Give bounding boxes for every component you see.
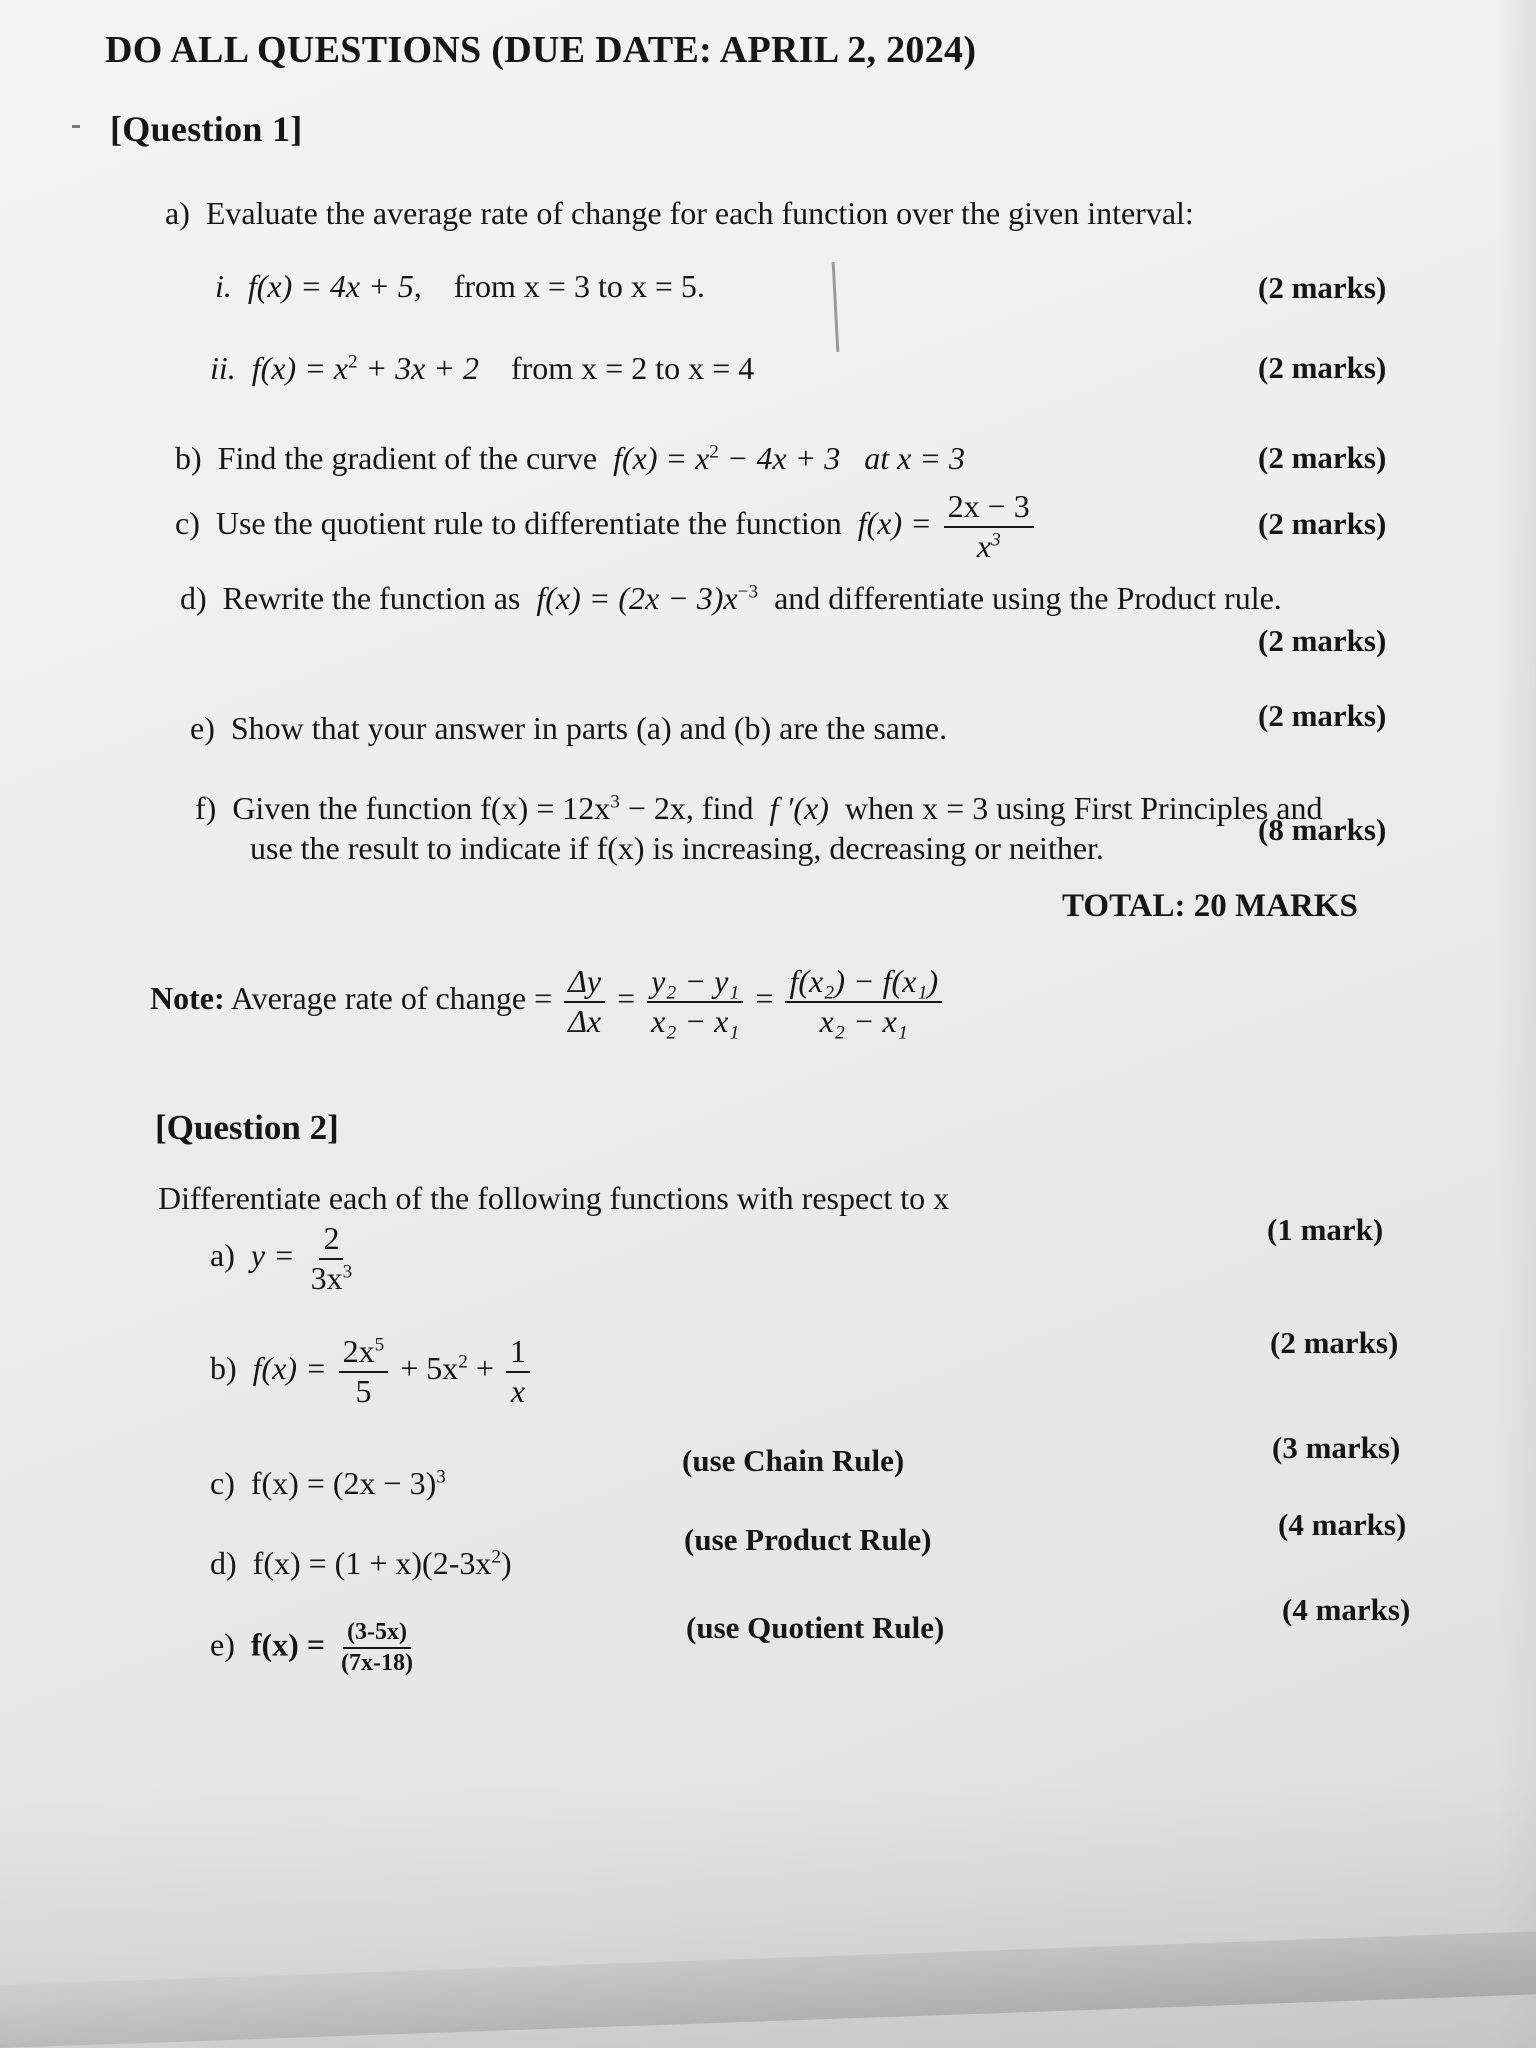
q2b-den-2: x bbox=[510, 1372, 526, 1409]
q2-intro: Differentiate each of the following functions with respect to x bbox=[158, 1180, 950, 1216]
q2a-row bbox=[210, 1222, 360, 1295]
q1e-label: e) bbox=[190, 710, 215, 746]
q1d-label: d) bbox=[180, 580, 207, 616]
q1c-denominator bbox=[973, 528, 1005, 564]
q1e-text: Show that your answer in parts (a) and (b) are the same. bbox=[230, 710, 948, 746]
q1f-prime: f ′(x) bbox=[769, 790, 829, 826]
q1a-i-row bbox=[215, 268, 705, 305]
note-points-den: x₂ − x₁ bbox=[651, 1002, 740, 1039]
q1a-i-label: i. bbox=[215, 268, 232, 304]
q1f-line1-a: Given the function f(x) = 12x bbox=[232, 790, 611, 826]
note-fraction-delta bbox=[564, 965, 605, 1038]
q2b-marks: (2 marks) bbox=[1270, 1325, 1399, 1360]
q2b-mid-b: + bbox=[467, 1349, 494, 1386]
q1b-at: at x = 3 bbox=[864, 440, 965, 476]
q2b-expr: f(x) = bbox=[252, 1349, 327, 1386]
q1d-text-a: Rewrite the function as bbox=[222, 580, 521, 616]
note-eq-1: = bbox=[534, 979, 553, 1016]
note-function-num: f(x₂) − f(x₁) bbox=[785, 965, 942, 1003]
note-text: Average rate of change bbox=[230, 979, 527, 1016]
q2e-marks: (4 marks) bbox=[1282, 1592, 1411, 1627]
q1a-i-range: from x = 3 to x = 5. bbox=[453, 268, 705, 304]
q1f-marks: (8 marks) bbox=[1258, 812, 1387, 847]
q1c-label: c) bbox=[175, 504, 200, 541]
q2c-rule: (use Chain Rule) bbox=[682, 1443, 905, 1478]
page-title: DO ALL QUESTIONS (DUE DATE: APRIL 2, 2024) bbox=[105, 29, 977, 71]
q2c-row bbox=[210, 1465, 446, 1502]
q2b-mid-exp: 2 bbox=[458, 1351, 468, 1373]
q1e-marks: (2 marks) bbox=[1258, 698, 1387, 733]
q1c-text: Use the quotient rule to differentiate the function bbox=[215, 504, 842, 541]
q1f-line2: use the result to indicate if f(x) is increasing, decreasing or neither. bbox=[250, 830, 1104, 866]
q1c-fraction bbox=[944, 490, 1034, 563]
q2a-fraction bbox=[307, 1222, 357, 1295]
q1a-ii-exp: 2 bbox=[347, 351, 358, 373]
note-fraction-points bbox=[647, 965, 743, 1038]
q2d-rule: (use Product Rule) bbox=[684, 1522, 932, 1557]
note-eq-3: = bbox=[755, 979, 774, 1016]
q1b-text: Find the gradient of the curve bbox=[217, 440, 598, 476]
q2a-denominator bbox=[307, 1260, 357, 1296]
q1a-label: a) bbox=[165, 195, 190, 231]
note-fraction-function bbox=[785, 965, 942, 1038]
q2b-num-1-exp: 5 bbox=[374, 1334, 385, 1356]
q1a-i-expr: f(x) = 4x + 5, bbox=[247, 268, 422, 304]
note-delta-num: Δy bbox=[564, 965, 605, 1003]
page-fold-shadow bbox=[1496, 0, 1536, 2048]
q2e-expr: f(x) = bbox=[250, 1626, 326, 1663]
q2d-exp: 2 bbox=[491, 1546, 501, 1568]
q1c-numerator: 2x − 3 bbox=[944, 490, 1034, 528]
q2b-num-1-base: 2x bbox=[342, 1333, 375, 1369]
q1c-den-base: x bbox=[976, 527, 992, 564]
q2d-marks: (4 marks) bbox=[1278, 1507, 1407, 1542]
q2c-exp: 3 bbox=[436, 1466, 446, 1488]
q1b-exp: 2 bbox=[709, 441, 719, 463]
q1e-row bbox=[190, 710, 947, 747]
q2e-fraction bbox=[337, 1620, 417, 1676]
q1d-expr: f(x) = (2x − 3)x bbox=[536, 580, 738, 616]
q1b-marks: (2 marks) bbox=[1258, 440, 1387, 475]
note-points-num: y₂ − y₁ bbox=[647, 965, 743, 1003]
q2a-expr: y = bbox=[250, 1236, 295, 1273]
q1c-den-exp: 3 bbox=[991, 528, 1001, 550]
q2e-row bbox=[210, 1620, 421, 1676]
q2a-label: a) bbox=[210, 1236, 235, 1273]
q2d-expr-a: f(x) = (1 + x)(2-3x bbox=[252, 1545, 492, 1581]
q1b-expr-a: f(x) = x bbox=[613, 440, 710, 476]
q1c-row bbox=[175, 490, 1038, 563]
q2a-marks: (1 mark) bbox=[1267, 1212, 1384, 1247]
question-1-heading: [Question 1] bbox=[110, 109, 303, 149]
q1a-ii-label: ii. bbox=[210, 350, 236, 386]
q1a-ii-row bbox=[210, 350, 754, 387]
q2b-num-2: 1 bbox=[506, 1335, 530, 1373]
q1f-line1 bbox=[195, 790, 1322, 827]
q1a-ii-marks: (2 marks) bbox=[1258, 350, 1387, 385]
q2b-num-1 bbox=[339, 1335, 389, 1373]
q2e-denominator: (7x-18) bbox=[341, 1650, 414, 1677]
q1c-marks: (2 marks) bbox=[1258, 506, 1387, 541]
q2b-label: b) bbox=[210, 1349, 237, 1386]
q2b-den-1: 5 bbox=[355, 1372, 372, 1409]
q1f-label: f) bbox=[195, 790, 217, 826]
q1a-ii-expr-a: f(x) = x bbox=[251, 350, 348, 386]
q1b-expr-b: − 4x + 3 bbox=[718, 440, 841, 476]
q1f-exp: 3 bbox=[610, 791, 620, 813]
q2e-numerator: (3-5x) bbox=[343, 1620, 411, 1649]
q2a-den-base: 3x bbox=[310, 1259, 343, 1296]
q1-total: TOTAL: 20 MARKS bbox=[1062, 888, 1358, 924]
q2c-label: c) bbox=[210, 1465, 235, 1501]
q2b-mid-a: + 5x bbox=[400, 1349, 459, 1386]
q1a-row bbox=[165, 195, 1194, 232]
q1b-label: b) bbox=[175, 440, 202, 476]
margin-tick bbox=[72, 125, 80, 128]
q1a-ii-expr-b: + 3x + 2 bbox=[357, 350, 479, 386]
q1c-expr: f(x) = bbox=[857, 504, 932, 541]
note-delta-den: Δx bbox=[568, 1002, 602, 1039]
q2d-expr-b: ) bbox=[500, 1545, 512, 1581]
q1a-i-marks: (2 marks) bbox=[1258, 270, 1387, 305]
q1b-row bbox=[175, 440, 965, 477]
q2b-fraction-2 bbox=[506, 1335, 530, 1408]
q1a-ii-range: from x = 2 to x = 4 bbox=[510, 350, 755, 386]
question-2-heading: [Question 2] bbox=[155, 1108, 339, 1147]
q1a-text: Evaluate the average rate of change for each function over the given interval: bbox=[205, 195, 1194, 231]
q1d-exp: −3 bbox=[737, 581, 759, 603]
q2a-numerator: 2 bbox=[319, 1222, 343, 1260]
q2d-row bbox=[210, 1545, 512, 1582]
q2e-label: e) bbox=[210, 1626, 235, 1663]
note-row bbox=[150, 965, 946, 1038]
q2c-expr: f(x) = (2x − 3) bbox=[250, 1465, 437, 1501]
q1f-line1-b: − 2x, find bbox=[619, 790, 754, 826]
q1d-row bbox=[180, 580, 1282, 617]
q2b-row bbox=[210, 1335, 534, 1408]
note-label: Note: bbox=[150, 979, 225, 1016]
q2d-label: d) bbox=[210, 1545, 237, 1581]
note-function-den: x₂ − x₁ bbox=[819, 1002, 908, 1039]
q2a-den-exp: 3 bbox=[342, 1260, 353, 1282]
q1f-line1-c: when x = 3 using First Principles and bbox=[844, 790, 1323, 826]
q1d-marks: (2 marks) bbox=[1258, 623, 1387, 658]
q2e-rule: (use Quotient Rule) bbox=[686, 1610, 945, 1645]
q1d-text-b: and differentiate using the Product rule. bbox=[774, 580, 1282, 616]
note-eq-2: = bbox=[617, 979, 636, 1016]
q2b-fraction-1 bbox=[339, 1335, 389, 1408]
q2c-marks: (3 marks) bbox=[1272, 1430, 1401, 1465]
